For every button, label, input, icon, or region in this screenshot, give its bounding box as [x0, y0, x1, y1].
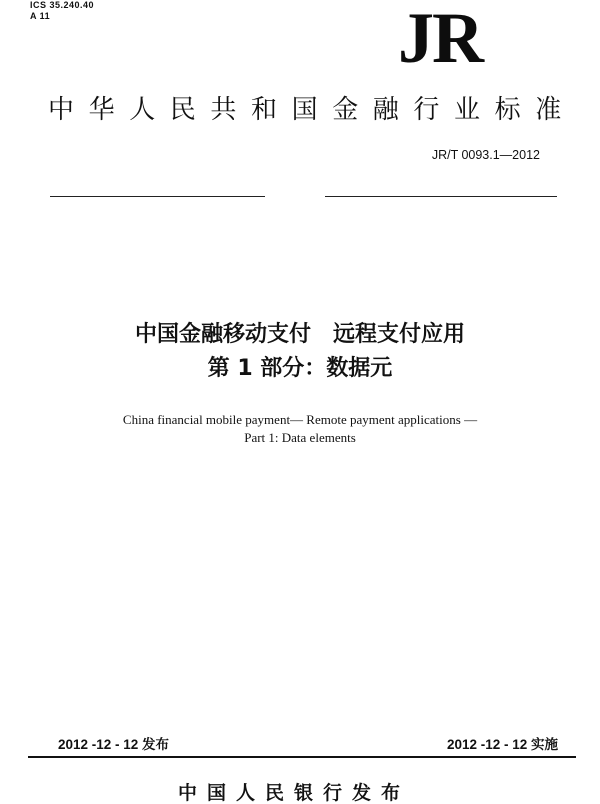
standard-category-title: 中华人民共和国金融行业标准 — [48, 95, 576, 125]
ics-code: ICS 35.240.40 — [30, 0, 95, 10]
divider-right — [325, 196, 557, 197]
issuer-text-cropped: 中国人民银行发布 — [178, 782, 411, 804]
document-title-cn-line1: 中国金融移动支付 远程支付应用 — [134, 322, 465, 347]
divider-left — [50, 196, 265, 197]
implement-date: 2012 -12 - 12 实施 — [446, 737, 558, 752]
document-title-en-line2: Part 1: Data elements — [244, 430, 356, 445]
ccs-code: A 11 — [30, 11, 51, 21]
document-title-en-line1: China financial mobile payment— Remote payment applications — — [122, 412, 478, 427]
standard-number: JR/T 0093.1—2012 — [431, 148, 540, 162]
publish-date: 2012 -12 - 12 发布 — [58, 737, 170, 752]
classification-codes — [30, 0, 94, 22]
footer-divider — [28, 756, 576, 758]
document-title-cn-line2: 第 1 部分：数据元 — [207, 356, 393, 381]
jr-logo: JR — [398, 0, 482, 78]
